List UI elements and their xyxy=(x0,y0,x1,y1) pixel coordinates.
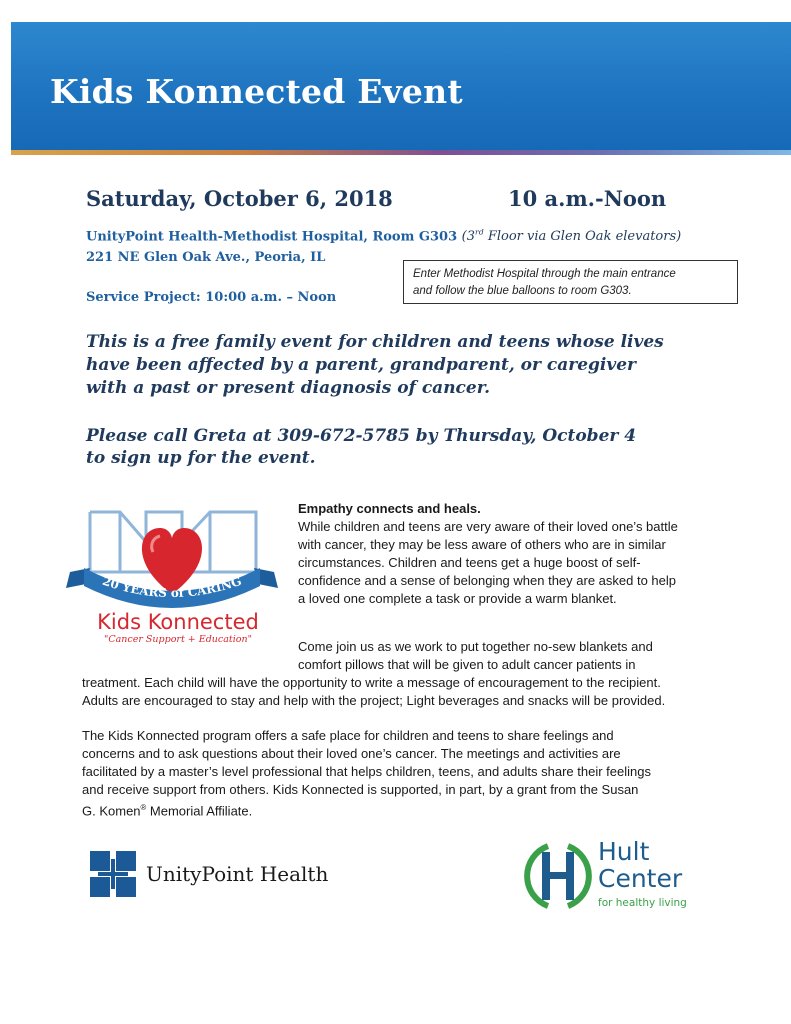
come-join-line: Come join us as we work to put together no-sew blankets and xyxy=(298,639,653,654)
come-join-line: comfort pillows that will be given to adult cancer patients in xyxy=(298,657,636,672)
hult-logo-name: Hult xyxy=(598,837,650,866)
logo-tagline: "Cancer Support + Education" xyxy=(104,634,252,645)
come-join-continued xyxy=(82,674,665,710)
callout-line: and follow the blue balloons to room G303. xyxy=(413,285,632,297)
logo-name: Kids Konnected xyxy=(97,610,259,634)
location-main: UnityPoint Health-Methodist Hospital, Room G303 xyxy=(86,229,462,245)
page-title: Kids Konnected Event xyxy=(50,72,463,111)
empathy-line: with cancer, they may be less aware of others who are in similar xyxy=(298,537,666,552)
location-floor-note: (3rd Floor via Glen Oak elevators) xyxy=(461,228,682,245)
callout-line: Enter Methodist Hospital through the main entrance xyxy=(413,268,676,280)
logo-banner-text: 20 YEARS of CARING xyxy=(100,573,244,601)
program-line: The Kids Konnected program offers a safe place for children and teens to share feelings and xyxy=(82,728,614,743)
program-line: and receive support from others. Kids Konnected is supported, in part, by a grant from the Susan xyxy=(82,782,639,797)
unitypoint-cross-icon xyxy=(90,851,136,897)
hult-logo-tagline: for healthy living xyxy=(598,897,687,909)
service-project-time: Service Project: 10:00 a.m. – Noon xyxy=(86,290,337,305)
empathy-section xyxy=(298,500,678,608)
hult-logo-center: Center xyxy=(598,864,683,893)
program-section xyxy=(82,727,651,820)
directions-callout-box xyxy=(403,260,738,304)
program-line: facilitated by a master’s level professional that helps children, teens, and adults share their feelings xyxy=(82,764,651,779)
program-line-last: G. Komen® Memorial Affiliate. xyxy=(82,803,253,819)
empathy-heading: Empathy connects and heals. xyxy=(298,501,481,516)
hult-center-h-icon xyxy=(518,840,598,912)
program-line: concerns and to ask questions about their loved one’s cancer. The meetings and activities are xyxy=(82,746,621,761)
event-address: 221 NE Glen Oak Ave., Peoria, IL xyxy=(86,250,326,265)
event-time: 10 a.m.-Noon xyxy=(508,186,667,211)
empathy-line: a loved one complete a task or provide a warm blanket. xyxy=(298,591,617,606)
event-date: Saturday, October 6, 2018 xyxy=(86,186,393,211)
kids-konnected-logo xyxy=(60,502,285,657)
empathy-line: circumstances. Children and teens get a huge boost of self- xyxy=(298,555,641,570)
empathy-line: confidence and a sense of belonging when they are asked to help xyxy=(298,573,676,588)
signup-call-to-action: Please call Greta at 309-672-5785 by Thursday, October 4 to sign up for the event. xyxy=(86,426,637,468)
unitypoint-health-logo-text: UnityPoint Health xyxy=(146,862,329,886)
event-location xyxy=(86,228,681,244)
come-join-line: Adults are encouraged to stay and help with the project; Light beverages and snacks will be provided. xyxy=(82,693,666,708)
empathy-line: While children and teens are very aware of their loved one’s battle xyxy=(298,519,678,534)
intro-paragraph: This is a free family event for children and teens whose lives have been affected by a parent, grandparent, or caregiver with a past or present diagnosis of cancer. xyxy=(86,332,664,398)
come-join-section xyxy=(298,638,653,674)
come-join-line: treatment. Each child will have the opportunity to write a message of encouragement to the recipient. xyxy=(82,675,661,690)
kids-konnected-heart-icon xyxy=(60,502,285,612)
header-accent-stripe xyxy=(11,150,791,155)
